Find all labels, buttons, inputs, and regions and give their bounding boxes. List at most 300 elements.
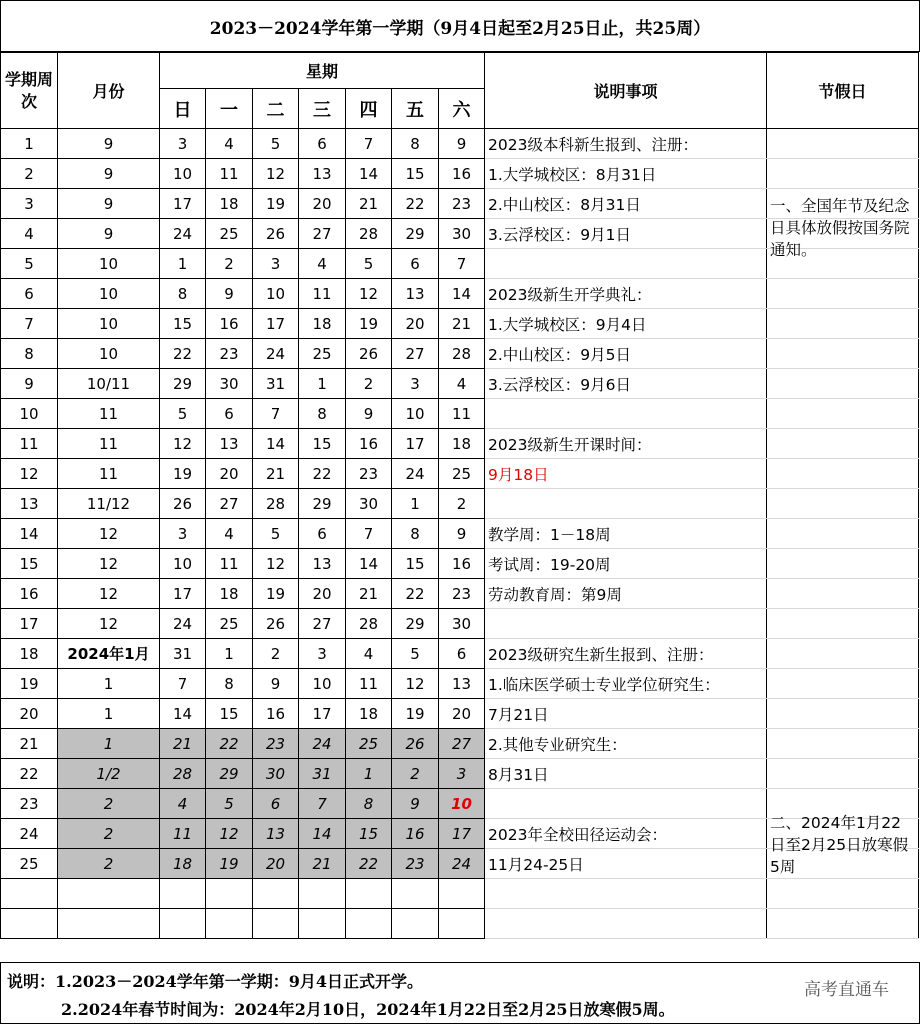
day-cell: 18: [206, 579, 253, 609]
day-cell: 12: [392, 669, 439, 699]
week-number-cell: 19: [1, 669, 58, 699]
table-row: [1, 369, 919, 399]
day-cell: 4: [206, 129, 253, 159]
week-number-cell: 24: [1, 819, 58, 849]
day-cell: [299, 909, 346, 939]
day-cell: 16: [439, 159, 485, 189]
holiday-cell: [767, 669, 919, 699]
day-cell: 11: [206, 159, 253, 189]
day-cell: 8: [160, 279, 206, 309]
day-cell: 7: [160, 669, 206, 699]
note-line: 考试周：19-20周: [485, 549, 767, 579]
day-cell: 20: [439, 699, 485, 729]
week-number-cell: 12: [1, 459, 58, 489]
day-cell: 10: [160, 549, 206, 579]
week-number-cell: [1, 909, 58, 939]
day-cell: 31: [299, 759, 346, 789]
header-weekday-group: 星期: [160, 53, 485, 89]
day-cell: 25: [439, 459, 485, 489]
month-cell: 10: [58, 339, 160, 369]
month-cell: 10: [58, 279, 160, 309]
day-cell: 29: [392, 609, 439, 639]
day-cell: 4: [346, 639, 392, 669]
week-number-cell: 23: [1, 789, 58, 819]
day-cell: 8: [206, 669, 253, 699]
note-line: [485, 249, 767, 279]
day-cell: 11: [346, 669, 392, 699]
day-cell: 14: [346, 159, 392, 189]
day-cell: [206, 909, 253, 939]
day-cell: 1: [392, 489, 439, 519]
day-cell: 31: [253, 369, 299, 399]
day-cell: 23: [346, 459, 392, 489]
day-cell: 5: [160, 399, 206, 429]
table-row: [1, 459, 919, 489]
day-cell: 19: [160, 459, 206, 489]
note-line: 1.大学城校区：9月4日: [485, 309, 767, 339]
day-cell: 24: [439, 849, 485, 879]
day-cell: 16: [346, 429, 392, 459]
day-cell: 5: [392, 639, 439, 669]
day-cell: 19: [392, 699, 439, 729]
note-line: 2023级新生开课时间：: [485, 429, 767, 459]
day-cell: 3: [299, 639, 346, 669]
day-cell: 22: [160, 339, 206, 369]
month-cell: 1/2: [58, 759, 160, 789]
day-cell: 28: [253, 489, 299, 519]
week-number-cell: 9: [1, 369, 58, 399]
note-line: 7月21日: [485, 699, 767, 729]
footer-notes: [0, 962, 920, 1024]
table-row: [1, 909, 919, 939]
holiday-cell: [767, 369, 919, 399]
day-cell: 28: [346, 609, 392, 639]
day-cell: 17: [299, 699, 346, 729]
day-cell: [299, 879, 346, 909]
table-row: [1, 399, 919, 429]
header-week-number: 学期周次: [1, 53, 58, 129]
day-cell: 8: [392, 129, 439, 159]
day-cell: 2: [253, 639, 299, 669]
calendar-title: 2023－2024学年第一学期（9月4日起至2月25日止，共25周）: [0, 0, 920, 52]
day-cell: 19: [253, 189, 299, 219]
day-cell: 22: [392, 579, 439, 609]
day-cell: 5: [253, 129, 299, 159]
table-row: [1, 549, 919, 579]
day-cell: 23: [439, 579, 485, 609]
day-cell: 21: [253, 459, 299, 489]
table-row: [1, 129, 919, 159]
holiday-cell: [767, 579, 919, 609]
day-cell: 27: [439, 729, 485, 759]
note-line: 11月24-25日: [485, 849, 767, 879]
day-cell: 3: [160, 519, 206, 549]
day-cell: [206, 879, 253, 909]
holiday-cell: [767, 639, 919, 669]
calendar-table: [0, 52, 919, 939]
note-line: 劳动教育周：第9周: [485, 579, 767, 609]
day-cell: 12: [346, 279, 392, 309]
holiday-cell: [767, 519, 919, 549]
day-cell: 30: [253, 759, 299, 789]
source-tag: 高考直通车: [804, 980, 889, 1000]
week-number-cell: 2: [1, 159, 58, 189]
day-cell: 16: [253, 699, 299, 729]
note-line: 1.大学城校区：8月31日: [485, 159, 767, 189]
day-cell: 1: [346, 759, 392, 789]
day-cell: 25: [299, 339, 346, 369]
note-line: 9月18日: [485, 459, 767, 489]
day-cell: 1: [160, 249, 206, 279]
day-cell: 12: [253, 549, 299, 579]
day-cell: 10: [160, 159, 206, 189]
day-cell: 30: [439, 219, 485, 249]
day-cell: 24: [253, 339, 299, 369]
table-row: [1, 309, 919, 339]
table-row: [1, 489, 919, 519]
day-cell: 10: [253, 279, 299, 309]
note-line: [485, 489, 767, 519]
table-row: [1, 639, 919, 669]
table-row: [1, 279, 919, 309]
day-cell: 18: [299, 309, 346, 339]
month-cell: 2: [58, 849, 160, 879]
day-cell: 29: [299, 489, 346, 519]
holiday-cell: [767, 459, 919, 489]
day-cell: [253, 879, 299, 909]
week-number-cell: 20: [1, 699, 58, 729]
day-cell: 18: [346, 699, 392, 729]
day-cell: 26: [346, 339, 392, 369]
day-cell: 6: [206, 399, 253, 429]
day-cell: 24: [299, 729, 346, 759]
day-cell: 13: [299, 549, 346, 579]
day-cell: 19: [253, 579, 299, 609]
day-cell: 9: [253, 669, 299, 699]
week-number-cell: 11: [1, 429, 58, 459]
month-cell: 9: [58, 159, 160, 189]
month-cell: 10/11: [58, 369, 160, 399]
day-cell: 19: [206, 849, 253, 879]
day-cell: 19: [346, 309, 392, 339]
day-cell: 20: [392, 309, 439, 339]
day-cell: 7: [439, 249, 485, 279]
week-number-cell: 7: [1, 309, 58, 339]
day-cell: 3: [392, 369, 439, 399]
day-cell: 2: [439, 489, 485, 519]
day-cell: 1: [206, 639, 253, 669]
day-cell: [392, 909, 439, 939]
header-month: 月份: [58, 53, 160, 129]
note-line: 2023级新生开学典礼：: [485, 279, 767, 309]
day-cell: 25: [206, 609, 253, 639]
day-cell: 4: [206, 519, 253, 549]
day-cell: 30: [439, 609, 485, 639]
day-cell: [346, 909, 392, 939]
note-line: 2.中山校区：9月5日: [485, 339, 767, 369]
header-weekday: 一: [206, 89, 253, 129]
day-cell: 4: [439, 369, 485, 399]
week-number-cell: 15: [1, 549, 58, 579]
week-number-cell: 1: [1, 129, 58, 159]
month-cell: 9: [58, 129, 160, 159]
month-cell: 1: [58, 669, 160, 699]
day-cell: 20: [253, 849, 299, 879]
day-cell: [439, 879, 485, 909]
day-cell: [253, 909, 299, 939]
week-number-cell: 3: [1, 189, 58, 219]
holiday-cell: [767, 759, 919, 789]
note-line: [485, 399, 767, 429]
month-cell: 11/12: [58, 489, 160, 519]
header-weekday: 二: [253, 89, 299, 129]
month-cell: 1: [58, 699, 160, 729]
day-cell: [346, 879, 392, 909]
month-cell: 12: [58, 519, 160, 549]
day-cell: 24: [160, 219, 206, 249]
day-cell: 20: [299, 189, 346, 219]
holiday-cell: [767, 279, 919, 309]
holiday-cell: [767, 399, 919, 429]
day-cell: 18: [160, 849, 206, 879]
day-cell: 11: [206, 549, 253, 579]
day-cell: 26: [160, 489, 206, 519]
day-cell: 4: [160, 789, 206, 819]
table-row: [1, 159, 919, 189]
week-number-cell: 22: [1, 759, 58, 789]
month-cell: 1: [58, 729, 160, 759]
day-cell: 10: [299, 669, 346, 699]
day-cell: [439, 909, 485, 939]
note-line: 2023级本科新生报到、注册：: [485, 129, 767, 159]
note-line: [485, 909, 767, 939]
table-row: [1, 699, 919, 729]
day-cell: 12: [206, 819, 253, 849]
month-cell: 10: [58, 309, 160, 339]
day-cell: 10: [439, 789, 485, 819]
week-number-cell: 8: [1, 339, 58, 369]
note-line: [485, 879, 767, 909]
day-cell: 21: [439, 309, 485, 339]
day-cell: 26: [253, 609, 299, 639]
day-cell: 13: [392, 279, 439, 309]
day-cell: 14: [346, 549, 392, 579]
day-cell: 27: [206, 489, 253, 519]
day-cell: 12: [253, 159, 299, 189]
day-cell: 5: [206, 789, 253, 819]
day-cell: 23: [439, 189, 485, 219]
month-cell: 9: [58, 189, 160, 219]
day-cell: 30: [346, 489, 392, 519]
day-cell: 5: [346, 249, 392, 279]
day-cell: 7: [346, 519, 392, 549]
day-cell: 28: [346, 219, 392, 249]
day-cell: 30: [206, 369, 253, 399]
day-cell: 8: [299, 399, 346, 429]
day-cell: 14: [160, 699, 206, 729]
footer-line-2: 2.2024年春节时间为：2024年2月10日，2024年1月22日至2月25日放寒假5周。: [61, 1000, 675, 1019]
header-holidays: 节假日: [767, 53, 919, 129]
holiday-cell: [767, 489, 919, 519]
table-row: [1, 669, 919, 699]
day-cell: 27: [299, 609, 346, 639]
table-row: [1, 879, 919, 909]
day-cell: 25: [346, 729, 392, 759]
day-cell: 14: [253, 429, 299, 459]
day-cell: 21: [346, 579, 392, 609]
week-number-cell: 5: [1, 249, 58, 279]
day-cell: 17: [160, 579, 206, 609]
table-row: [1, 339, 919, 369]
day-cell: 22: [346, 849, 392, 879]
day-cell: 6: [299, 129, 346, 159]
day-cell: 26: [392, 729, 439, 759]
day-cell: 17: [160, 189, 206, 219]
day-cell: 9: [439, 519, 485, 549]
day-cell: 15: [160, 309, 206, 339]
day-cell: 3: [160, 129, 206, 159]
day-cell: 7: [253, 399, 299, 429]
month-cell: 12: [58, 549, 160, 579]
day-cell: [160, 909, 206, 939]
day-cell: 23: [206, 339, 253, 369]
header-weekday: 日: [160, 89, 206, 129]
day-cell: 16: [206, 309, 253, 339]
day-cell: 21: [299, 849, 346, 879]
day-cell: [160, 879, 206, 909]
holiday-cell: [767, 879, 919, 909]
week-number-cell: 10: [1, 399, 58, 429]
day-cell: 13: [253, 819, 299, 849]
day-cell: 7: [299, 789, 346, 819]
note-line: 2.中山校区：8月31日: [485, 189, 767, 219]
day-cell: 13: [299, 159, 346, 189]
day-cell: 14: [439, 279, 485, 309]
holiday-cell: [767, 609, 919, 639]
day-cell: 6: [392, 249, 439, 279]
day-cell: 29: [206, 759, 253, 789]
day-cell: 13: [439, 669, 485, 699]
holiday-note-1: 一、全国年节及纪念日具体放假按国务院通知。: [770, 197, 910, 259]
day-cell: 24: [160, 609, 206, 639]
day-cell: [392, 879, 439, 909]
day-cell: 28: [439, 339, 485, 369]
week-number-cell: 4: [1, 219, 58, 249]
day-cell: 27: [299, 219, 346, 249]
day-cell: 9: [346, 399, 392, 429]
note-line: 2.其他专业研究生：: [485, 729, 767, 759]
day-cell: 7: [346, 129, 392, 159]
day-cell: 11: [439, 399, 485, 429]
day-cell: 25: [206, 219, 253, 249]
day-cell: 16: [439, 549, 485, 579]
month-cell: 2: [58, 789, 160, 819]
day-cell: 28: [160, 759, 206, 789]
day-cell: 18: [206, 189, 253, 219]
week-number-cell: 13: [1, 489, 58, 519]
day-cell: 11: [160, 819, 206, 849]
day-cell: 16: [392, 819, 439, 849]
day-cell: 15: [206, 699, 253, 729]
holiday-cell: [767, 339, 919, 369]
week-number-cell: 14: [1, 519, 58, 549]
header-notes: 说明事项: [485, 53, 767, 129]
note-line: 8月31日: [485, 759, 767, 789]
day-cell: 6: [439, 639, 485, 669]
month-cell: [58, 909, 160, 939]
holiday-cell: [767, 699, 919, 729]
day-cell: 1: [299, 369, 346, 399]
day-cell: 6: [299, 519, 346, 549]
month-cell: [58, 879, 160, 909]
table-row: [1, 519, 919, 549]
day-cell: 2: [392, 759, 439, 789]
note-line: [485, 789, 767, 819]
table-row: [1, 609, 919, 639]
day-cell: 27: [392, 339, 439, 369]
day-cell: 22: [206, 729, 253, 759]
month-cell: 2024年1月: [58, 639, 160, 669]
month-cell: 2: [58, 819, 160, 849]
day-cell: 17: [253, 309, 299, 339]
header-weekday: 四: [346, 89, 392, 129]
day-cell: 2: [206, 249, 253, 279]
table-row: [1, 759, 919, 789]
note-line: [485, 609, 767, 639]
week-number-cell: 17: [1, 609, 58, 639]
week-number-cell: 25: [1, 849, 58, 879]
day-cell: 17: [439, 819, 485, 849]
header-weekday: 五: [392, 89, 439, 129]
holiday-cell: [767, 309, 919, 339]
day-cell: 29: [160, 369, 206, 399]
day-cell: 9: [392, 789, 439, 819]
day-cell: 8: [392, 519, 439, 549]
day-cell: 9: [206, 279, 253, 309]
day-cell: 21: [160, 729, 206, 759]
day-cell: 3: [253, 249, 299, 279]
day-cell: 24: [392, 459, 439, 489]
day-cell: 15: [392, 549, 439, 579]
holiday-note-2: 二、2024年1月22日至2月25日放寒假5周: [770, 814, 909, 876]
month-cell: 11: [58, 429, 160, 459]
note-line: 1.临床医学硕士专业学位研究生：: [485, 669, 767, 699]
week-number-cell: 16: [1, 579, 58, 609]
day-cell: 8: [346, 789, 392, 819]
day-cell: 26: [253, 219, 299, 249]
day-cell: 4: [299, 249, 346, 279]
day-cell: 22: [392, 189, 439, 219]
note-line: 2023年全校田径运动会：: [485, 819, 767, 849]
day-cell: 3: [439, 759, 485, 789]
day-cell: 21: [346, 189, 392, 219]
note-line: 3.云浮校区：9月1日: [485, 219, 767, 249]
day-cell: 9: [439, 129, 485, 159]
table-row: [1, 429, 919, 459]
month-cell: 12: [58, 579, 160, 609]
header-weekday: 六: [439, 89, 485, 129]
week-number-cell: 21: [1, 729, 58, 759]
holiday-cell: [767, 909, 919, 939]
day-cell: 11: [299, 279, 346, 309]
table-row: [1, 579, 919, 609]
holiday-cell: [767, 549, 919, 579]
month-cell: 9: [58, 219, 160, 249]
day-cell: 31: [160, 639, 206, 669]
day-cell: 10: [392, 399, 439, 429]
day-cell: 15: [392, 159, 439, 189]
holiday-cell: [767, 729, 919, 759]
